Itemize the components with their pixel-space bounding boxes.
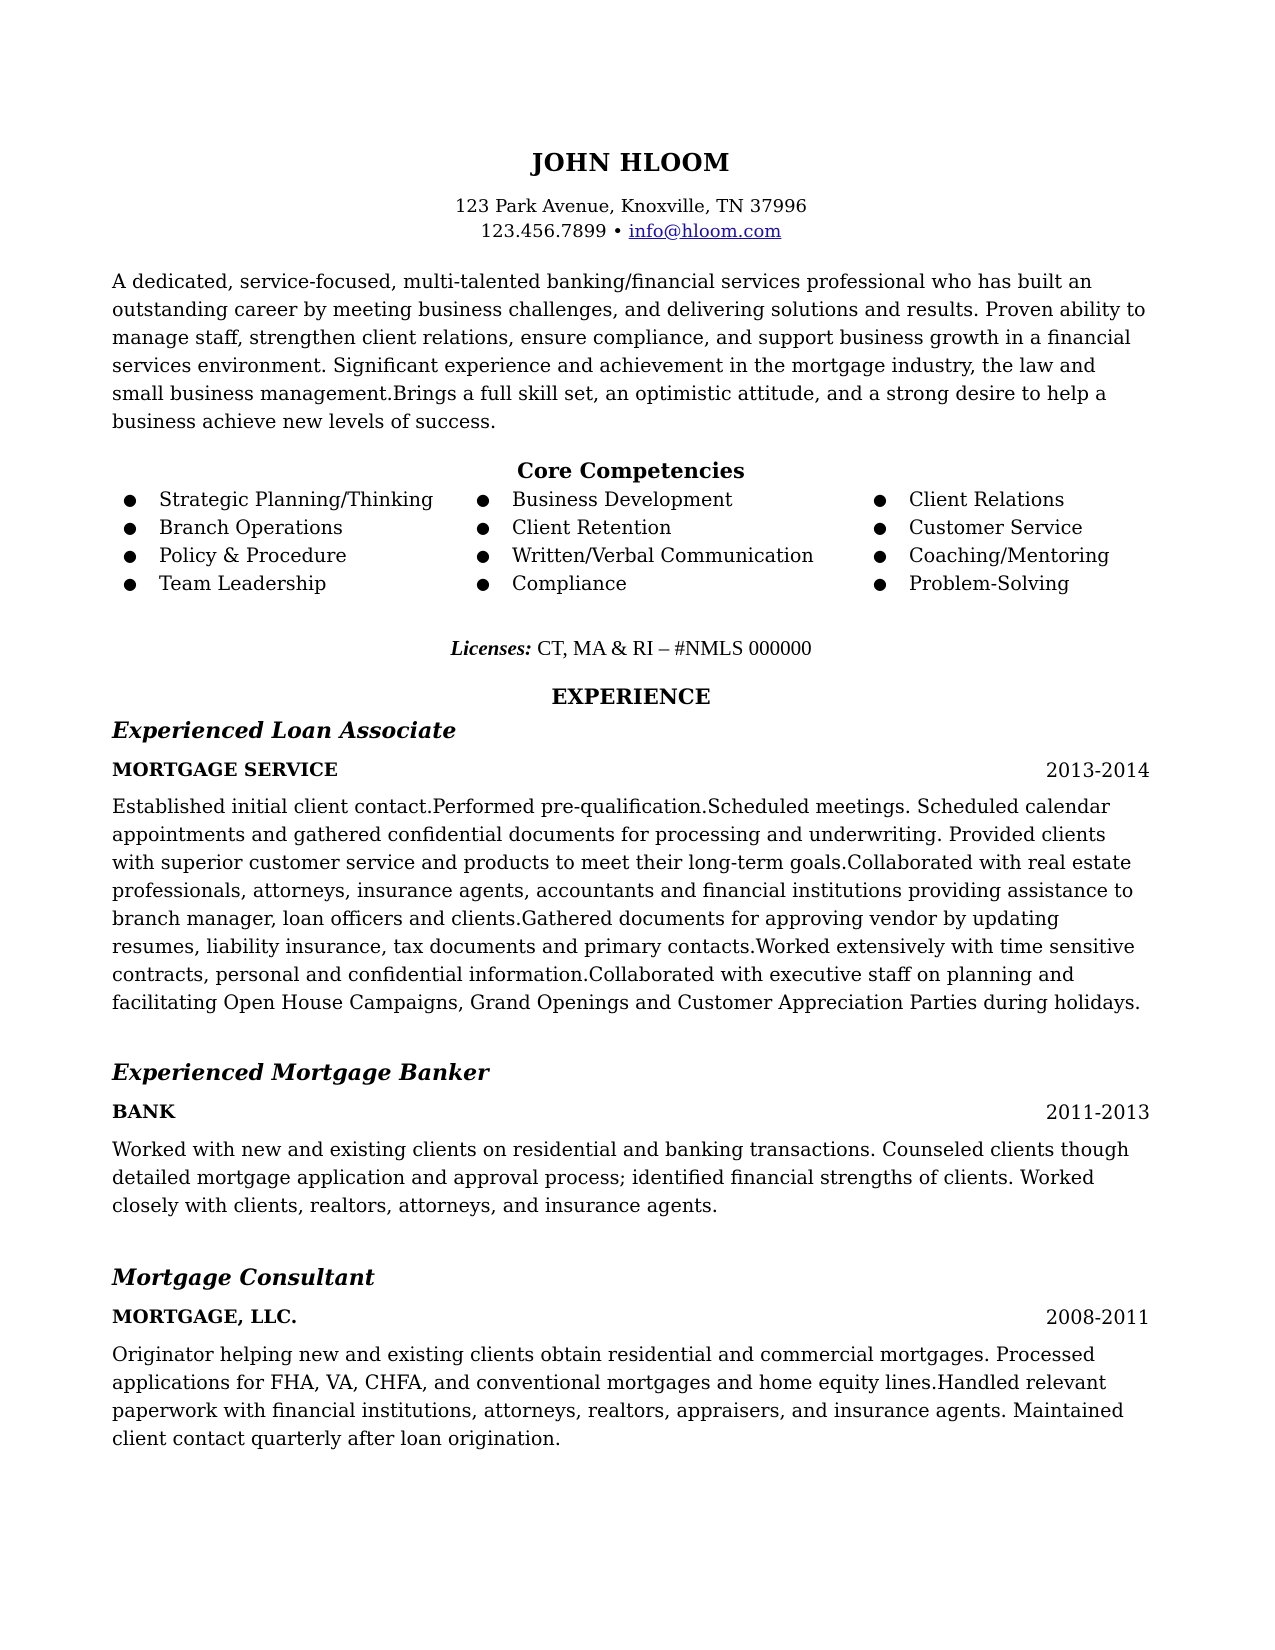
address-line: 123 Park Avenue, Knoxville, TN 37996 (454, 196, 808, 217)
job-description: Worked with new and existing clients on residential and banking transactions. Counseled clients though detailed mortgage application and approval process; identified financial strengths of clients. Worked closely with clients, realtors, attorneys, and insurance agents. (112, 1138, 1130, 1217)
job-title: Experienced Loan Associate (112, 718, 457, 744)
experience-heading: EXPERIENCE (551, 684, 711, 709)
email-link[interactable]: info@hloom.com (628, 221, 782, 242)
professional-summary: A dedicated, service-focused, multi-talented banking/financial services professional who has built an outstanding career by meeting business challenges, and delivering solutions and results. Proven ability to manage staff, strengthen client relations, ensure compliance, and support business growth in a financial services environment. Significant experience and achievement in the mortgage industry, the law and small business management.Brings a full skill set, an optimistic attitude, and a strong desire to help a business achieve new levels of success. (112, 270, 1146, 433)
bullet-icon: ● (476, 518, 490, 537)
job-title: Experienced Mortgage Banker (112, 1060, 489, 1086)
company-name: MORTGAGE, LLC. (112, 1307, 298, 1328)
competency-item: ● Policy & Procedure (112, 542, 433, 570)
job-dates: 2008-2011 (1045, 1306, 1150, 1329)
job-dates: 2011-2013 (1045, 1101, 1150, 1124)
bullet-icon: ● (123, 518, 137, 537)
job-description: Established initial client contact.Performed pre-qualification.Scheduled meetings. Scheduled calendar appointments and gathered confidential documents for processing and underwriting. Provided clients with superior customer service and products to meet their long-term goals.Collaborated with real estate professionals, attorneys, insurance agents, accountants and financial institutions providing assistance to branch manager, loan officers and clients.Gathered documents for approving vendor by updating resumes, liability insurance, tax documents and primary contacts.Worked extensively with time sensitive contracts, personal and confidential information.Collaborated with executive staff on planning and facilitating Open House Campaigns, Grand Openings and Customer Appreciation Parties during holidays. (112, 795, 1141, 1014)
job-dates: 2013-2014 (1045, 759, 1150, 782)
competency-item: ● Client Retention (465, 514, 814, 542)
competency-item: ● Customer Service (862, 514, 1110, 542)
company-name: BANK (112, 1102, 175, 1123)
bullet-icon: ● (476, 546, 490, 565)
competency-item: ● Compliance (465, 570, 814, 598)
competency-item: ● Branch Operations (112, 514, 433, 542)
competency-item: ● Team Leadership (112, 570, 433, 598)
core-competencies-heading: Core Competencies (517, 458, 745, 483)
competency-column-2 (465, 486, 814, 598)
bullet-icon: ● (873, 546, 887, 565)
bullet-icon: ● (873, 490, 887, 509)
competency-column-1 (112, 486, 433, 598)
licenses-value: CT, MA & RI – #NMLS 000000 (537, 636, 812, 660)
competency-item: ● Coaching/Mentoring (862, 542, 1110, 570)
competency-column-3 (862, 486, 1110, 598)
bullet-icon: ● (476, 574, 490, 593)
contact-line (112, 221, 1150, 242)
company-name: MORTGAGE SERVICE (112, 760, 338, 781)
licenses-line (112, 636, 1150, 661)
competency-item: ● Business Development (465, 486, 814, 514)
bullet-icon: ● (476, 490, 490, 509)
competency-item: ● Client Relations (862, 486, 1110, 514)
competency-item: ● Problem-Solving (862, 570, 1110, 598)
candidate-name: JOHN HLOOM (531, 148, 731, 177)
bullet-icon: ● (123, 574, 137, 593)
bullet-icon: ● (873, 518, 887, 537)
phone-number: 123.456.7899 (480, 221, 607, 242)
bullet-icon: ● (123, 490, 137, 509)
job-description: Originator helping new and existing clients obtain residential and commercial mortgages. Processed applications for FHA, VA, CHFA, and conventional mortgages and home equity lines.Handled relevant paperwork with financial institutions, attorneys, realtors, appraisers, and insurance agents. Maintained client contact quarterly after loan origination. (112, 1343, 1124, 1450)
competency-item: ● Strategic Planning/Thinking (112, 486, 433, 514)
job-title: Mortgage Consultant (112, 1265, 375, 1291)
competency-item: ● Written/Verbal Communication (465, 542, 814, 570)
bullet-icon: ● (123, 546, 137, 565)
contact-separator: • (612, 221, 623, 242)
bullet-icon: ● (873, 574, 887, 593)
licenses-label: Licenses: (450, 636, 532, 660)
